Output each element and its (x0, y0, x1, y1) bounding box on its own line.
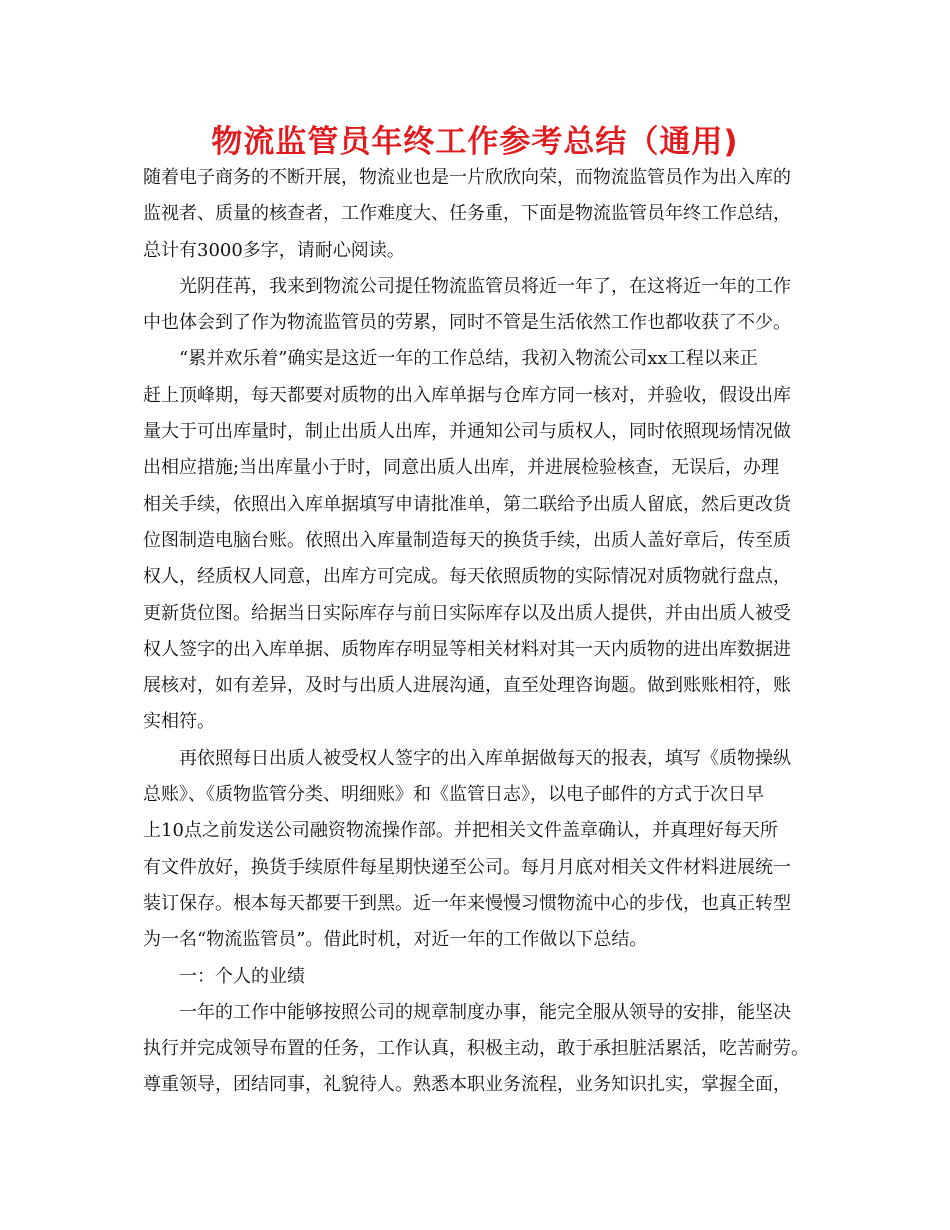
paragraph (143, 741, 823, 959)
text-line: 实相符。 (143, 711, 215, 733)
paragraph (143, 341, 823, 740)
text-line: 更新货位图。给据当日实际库存与前日实际库存以及出质人提供，并由出质人被受 (143, 602, 791, 624)
text-line: 位图制造电脑台账。依照出入库量制造每天的换货手续，出质人盖好章后，传至质 (143, 529, 791, 551)
text-line: 尊重领导，团结同事，礼貌待人。熟悉本职业务流程，业务知识扎实，掌握全面， (143, 1074, 791, 1096)
paragraph (143, 269, 823, 342)
paragraph (143, 160, 823, 269)
text-line: 赶上顶峰期，每天都要对质物的出入库单据与仓库方同一核对，并验收，假设出库 (143, 384, 791, 406)
text-line: 相关手续，依照出入库单据填写申请批准单，第二联给予出质人留底，然后更改货 (143, 493, 791, 515)
document-title: 物流监管员年终工作参考总结（通用) (211, 124, 739, 160)
text-line: 上10点之前发送公司融资物流操作部。并把相关文件盖章确认，并真理好每天所 (143, 820, 778, 842)
text-line: 装订保存。根本每天都要干到黑。近一年来慢慢习惯物流中心的步伐，也真正转型 (143, 892, 791, 914)
text-line: 执行并完成领导布置的任务，工作认真，积极主动，敢于承担脏活累活，吃苦耐劳。 (143, 1038, 809, 1060)
paragraph (143, 995, 823, 1104)
text-line: 中也体会到了作为物流监管员的劳累，同时不管是生活依然工作也都收获了不少。 (143, 312, 791, 334)
text-line: 量大于可出库量时，制止出质人出库，并通知公司与质权人，同时依照现场情况做 (143, 421, 791, 443)
text-line: 出相应措施;当出库量小于时，同意出质人出库，并进展检验核查，无误后，办理 (143, 457, 780, 479)
text-line: 光阴荏苒，我来到物流公司提任物流监管员将近一年了，在这将近一年的工作 (179, 275, 791, 297)
text-line: 权人签字的出入库单据、质物库存明显等相关材料对其一天内质物的进出库数据进 (143, 638, 791, 660)
paragraph (143, 959, 823, 995)
text-line: 总计有3000多字，请耐心阅读。 (143, 239, 405, 261)
text-line: 有文件放好，换货手续原件每星期快递至公司。每月月底对相关文件材料进展统一 (143, 856, 791, 878)
text-line: 展核对，如有差异，及时与出质人进展沟通，直至处理咨询题。做到账账相符，账 (143, 675, 791, 697)
text-line: 随着电子商务的不断开展，物流业也是一片欣欣向荣，而物流监管员作为出入库的 (143, 167, 791, 188)
text-line: “累并欢乐着”确实是这近一年的工作总结，我初入物流公司xx工程以来正 (179, 348, 758, 370)
text-line: 为一名“物流监管员”。借此时机，对近一年的工作做以下总结。 (143, 929, 648, 951)
document-body (143, 160, 823, 1104)
text-line: 权人，经质权人同意，出库方可完成。每天依照质物的实际情况对质物就行盘点， (143, 566, 791, 588)
text-line: 监视者、质量的核查者，工作难度大、任务重，下面是物流监管员年终工作总结， (143, 203, 791, 225)
text-line: 一年的工作中能够按照公司的规章制度办事，能完全服从领导的安排，能坚决 (179, 1001, 791, 1023)
text-line: 一：个人的业绩 (179, 965, 305, 987)
text-line: 再依照每日出质人被受权人签字的出入库单据做每天的报表，填写《质物操纵 (179, 747, 791, 769)
text-line: 总账》、《质物监管分类、明细账》和《监管日志》，以电子邮件的方式于次日早 (143, 784, 764, 806)
